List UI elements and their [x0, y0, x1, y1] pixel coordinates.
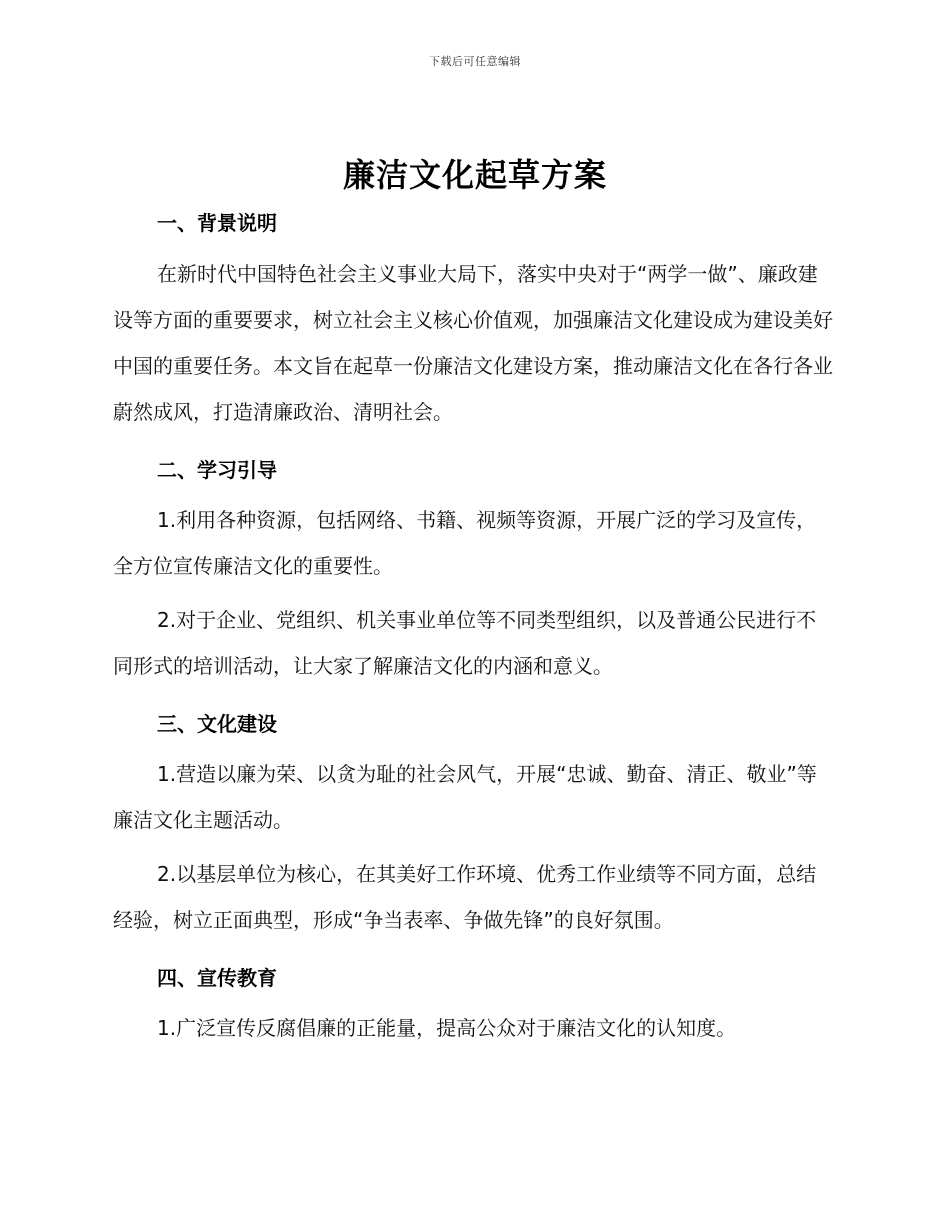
paragraph: 在新时代中国特色社会主义事业大局下，落实中央对于“两学一做”、廉政建设等方面的重要要求，树立社会主义核心价值观，加强廉洁文化建设成为建设美好中国的重要任务。本文旨在起草一份廉洁文化建设方案，推动廉洁文化在各行各业蔚然成风，打造清廉政治、清明社会。 — [113, 262, 833, 424]
section-culture-building — [113, 705, 833, 943]
paragraph: 1.营造以廉为荣、以贪为耻的社会风气，开展“忠诚、勤奋、清正、敬业”等廉洁文化主题活动。 — [113, 762, 817, 832]
paragraph: 2.对于企业、党组织、机关事业单位等不同类型组织，以及普通公民进行不同形式的培训活动，让大家了解廉洁文化的内涵和意义。 — [113, 608, 817, 678]
section-publicity-education — [113, 959, 833, 1051]
section-study-guidance — [113, 451, 833, 689]
header-note: 下载后可任意编辑 — [429, 55, 521, 68]
spacer — [113, 435, 833, 451]
spacer — [113, 689, 833, 705]
section-heading: 四、宣传教育 — [157, 966, 277, 990]
document-title: 廉洁文化起草方案 — [342, 156, 607, 194]
paragraph: 1.利用各种资源，包括网络、书籍、视频等资源，开展广泛的学习及宣传，全方位宣传廉洁文化的重要性。 — [113, 508, 817, 578]
section-heading: 三、文化建设 — [157, 712, 277, 736]
spacer — [113, 589, 833, 597]
document-body — [113, 204, 833, 1051]
spacer — [113, 997, 833, 1005]
section-heading: 二、学习引导 — [157, 458, 277, 482]
spacer — [113, 489, 833, 497]
paragraph: 2.以基层单位为核心，在其美好工作环境、优秀工作业绩等不同方面，总结经验，树立正面典型，形成“争当表率、争做先锋”的良好氛围。 — [113, 862, 817, 932]
spacer — [113, 743, 833, 751]
paragraph: 1.广泛宣传反腐倡廉的正能量，提高公众对于廉洁文化的认知度。 — [157, 1016, 737, 1040]
spacer — [113, 943, 833, 959]
section-heading: 一、背景说明 — [157, 211, 277, 235]
section-background — [113, 204, 833, 435]
spacer — [113, 843, 833, 851]
